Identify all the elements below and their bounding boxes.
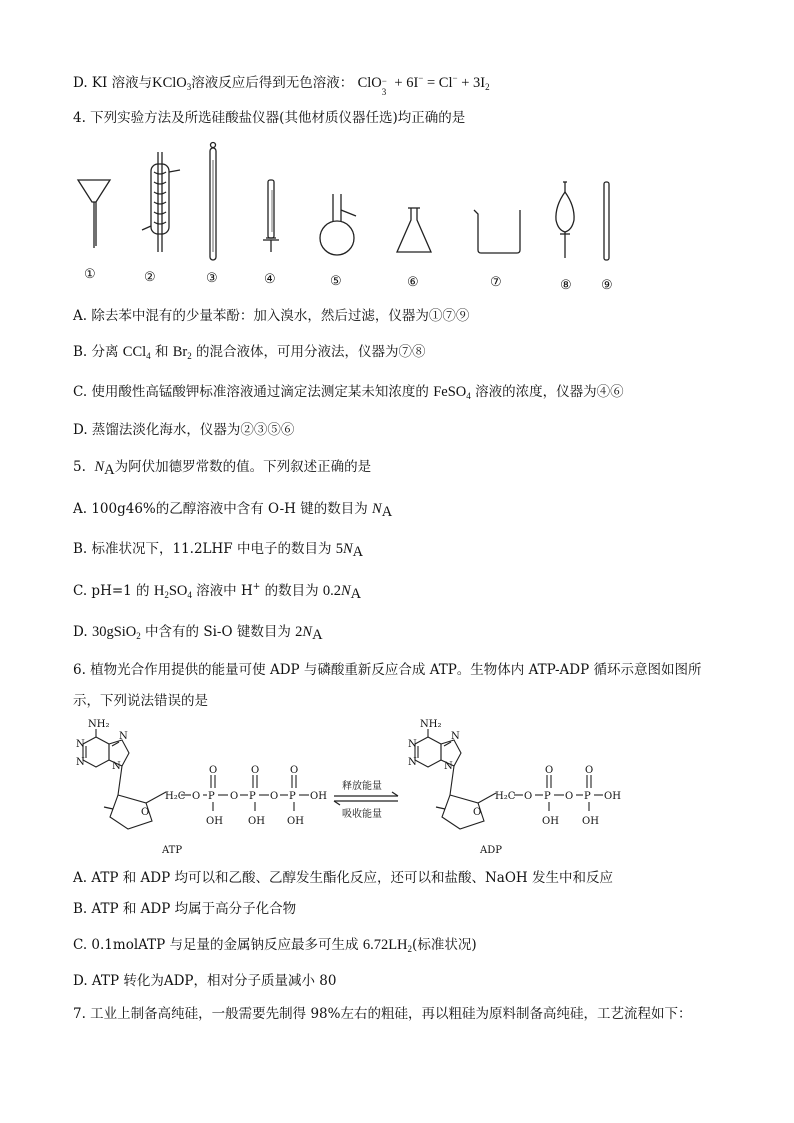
svg-text:P: P bbox=[208, 791, 215, 802]
apparatus-label-5: ⑤ bbox=[330, 274, 342, 289]
svg-text:N: N bbox=[444, 761, 453, 772]
q6-option-a: A. ATP 和 ADP 均可以和乙酸、乙醇发生酯化反应，还可以和盐酸、NaOH 发生中和反应 bbox=[73, 870, 613, 886]
glassware-figure bbox=[0, 140, 794, 300]
svg-text:N: N bbox=[76, 739, 85, 750]
adp-sugar-ring bbox=[436, 793, 496, 829]
reversible-arrow bbox=[334, 792, 398, 805]
q6-option-b: B. ATP 和 ADP 均属于高分子化合物 bbox=[73, 901, 297, 917]
q4-stem: 4. 下列实验方法及所选硅酸盐仪器(其他材质仪器任选)均正确的是 bbox=[73, 110, 466, 126]
q5-option-a: A. 100g46%的乙醇溶液中含有 O-H 键的数目为 $N_A$ bbox=[73, 501, 393, 520]
q4-option-a: A. 除去苯中混有的少量苯酚：加入溴水，然后过滤，仪器为①⑦⑨ bbox=[73, 308, 470, 324]
glass-rod-icon bbox=[604, 182, 609, 260]
svg-text:P: P bbox=[289, 791, 296, 802]
reaction-equation: ClO − 3 + $6I^- = Cl^- + 3I_2$ bbox=[357, 73, 490, 97]
arrow-release-energy: 释放能量 bbox=[342, 781, 382, 792]
q5-option-b: B. 标准状况下，11.2LHF 中电子的数目为 $5N_A$ bbox=[73, 541, 364, 560]
condenser-icon bbox=[142, 152, 180, 252]
apparatus-label-2: ② bbox=[144, 270, 156, 285]
svg-text:P: P bbox=[584, 791, 591, 802]
beaker-icon bbox=[474, 210, 520, 253]
svg-text:N: N bbox=[112, 761, 121, 772]
atp-sugar-ring bbox=[104, 792, 166, 829]
apparatus-label-8: ⑧ bbox=[560, 278, 572, 293]
apparatus-label-9: ⑨ bbox=[601, 278, 613, 293]
svg-text:O: O bbox=[270, 791, 279, 802]
apparatus-label-6: ⑥ bbox=[407, 275, 419, 290]
svg-text:N: N bbox=[408, 757, 417, 768]
apparatus-label-4: ④ bbox=[264, 272, 276, 287]
adp-h2c: H₂C bbox=[495, 791, 516, 802]
q3-option-d: D. KI 溶液与KClO$_3$溶液反应后得到无色溶液： ClO − 3 + $6I^- = Cl^- + 3I_2$ bbox=[73, 73, 490, 97]
funnel-icon bbox=[78, 180, 110, 248]
q6-option-c: C. 0.1molATP 与足量的金属钠反应最多可生成 $6.72LH_2$(标准状况) bbox=[73, 937, 477, 954]
svg-text:OH: OH bbox=[310, 791, 327, 802]
svg-text:OH: OH bbox=[287, 816, 304, 827]
kclo3-formula: KClO$_3$ bbox=[152, 75, 192, 92]
atp-adp-diagram bbox=[0, 713, 794, 858]
q5-stem: 5. $N_A$为阿伏加德罗常数的值。下列叙述正确的是 bbox=[73, 459, 372, 478]
q4-option-b: B. 分离 CCl$_4$ 和 $Br_2$ 的混合液体，可用分液法，仪器为⑦⑧ bbox=[73, 344, 426, 361]
distilling-flask-icon bbox=[320, 194, 356, 255]
q7-stem: 7. 工业上制备高纯硅，一般需要先制得 98%左右的粗硅，再以粗硅为原料制备高纯硅，工艺流程如下： bbox=[73, 1006, 692, 1022]
apparatus-label-3: ③ bbox=[206, 271, 218, 286]
svg-text:N: N bbox=[408, 739, 417, 750]
arrow-absorb-energy: 吸收能量 bbox=[342, 809, 382, 820]
conical-flask-icon bbox=[397, 208, 431, 252]
svg-text:P: P bbox=[544, 791, 551, 802]
svg-text:OH: OH bbox=[582, 816, 599, 827]
q5-option-d: D. 30gSiO$_2$ 中含有的 Si-O 键数目为 $2N_A$ bbox=[73, 624, 323, 643]
svg-text:O: O bbox=[524, 791, 533, 802]
q5-option-c: C. pH=1 的 $H_2SO_4$ 溶液中 H+ 的数目为 $0.2N_A$ bbox=[73, 582, 362, 602]
svg-text:OH: OH bbox=[604, 791, 621, 802]
separatory-funnel-icon bbox=[556, 182, 574, 258]
svg-text:N: N bbox=[451, 731, 460, 742]
svg-text:P: P bbox=[249, 791, 256, 802]
svg-text:O: O bbox=[230, 791, 239, 802]
svg-text:O: O bbox=[473, 807, 482, 818]
q6-stem-line2: 示，下列说法错误的是 bbox=[73, 693, 208, 709]
q6-option-d: D. ATP 转化为ADP，相对分子质量减小 80 bbox=[73, 973, 337, 989]
apparatus-label-7: ⑦ bbox=[490, 275, 502, 290]
svg-text:O: O bbox=[192, 791, 201, 802]
svg-text:O: O bbox=[141, 807, 150, 818]
svg-text:O: O bbox=[585, 765, 594, 776]
svg-text:N: N bbox=[119, 731, 128, 742]
svg-text:O: O bbox=[545, 765, 554, 776]
q4-option-c: C. 使用酸性高锰酸钾标准溶液通过滴定法测定某未知浓度的 FeSO$_4$ 溶液的浓度，仪器为④⑥ bbox=[73, 384, 624, 401]
svg-text:OH: OH bbox=[248, 816, 265, 827]
svg-text:O: O bbox=[565, 791, 574, 802]
svg-text:O: O bbox=[251, 765, 260, 776]
label-atp: ATP bbox=[162, 845, 183, 856]
q4-option-d: D. 蒸馏法淡化海水，仪器为②③⑤⑥ bbox=[73, 422, 295, 438]
adp-nh2: NH₂ bbox=[420, 719, 442, 730]
burette-icon bbox=[263, 180, 279, 252]
thermometer-icon bbox=[210, 143, 216, 261]
svg-text:OH: OH bbox=[542, 816, 559, 827]
atp-h2c: H₂C bbox=[165, 791, 186, 802]
atp-nh2: NH₂ bbox=[88, 719, 110, 730]
label-adp: ADP bbox=[480, 845, 502, 856]
apparatus-label-1: ① bbox=[84, 267, 96, 282]
svg-text:N: N bbox=[76, 757, 85, 768]
q6-stem-line1: 6. 植物光合作用提供的能量可使 ADP 与磷酸重新反应合成 ATP。生物体内 ATP-ADP 循环示意图如图所 bbox=[73, 662, 702, 678]
svg-text:O: O bbox=[290, 765, 299, 776]
svg-text:OH: OH bbox=[206, 816, 223, 827]
svg-text:O: O bbox=[209, 765, 218, 776]
